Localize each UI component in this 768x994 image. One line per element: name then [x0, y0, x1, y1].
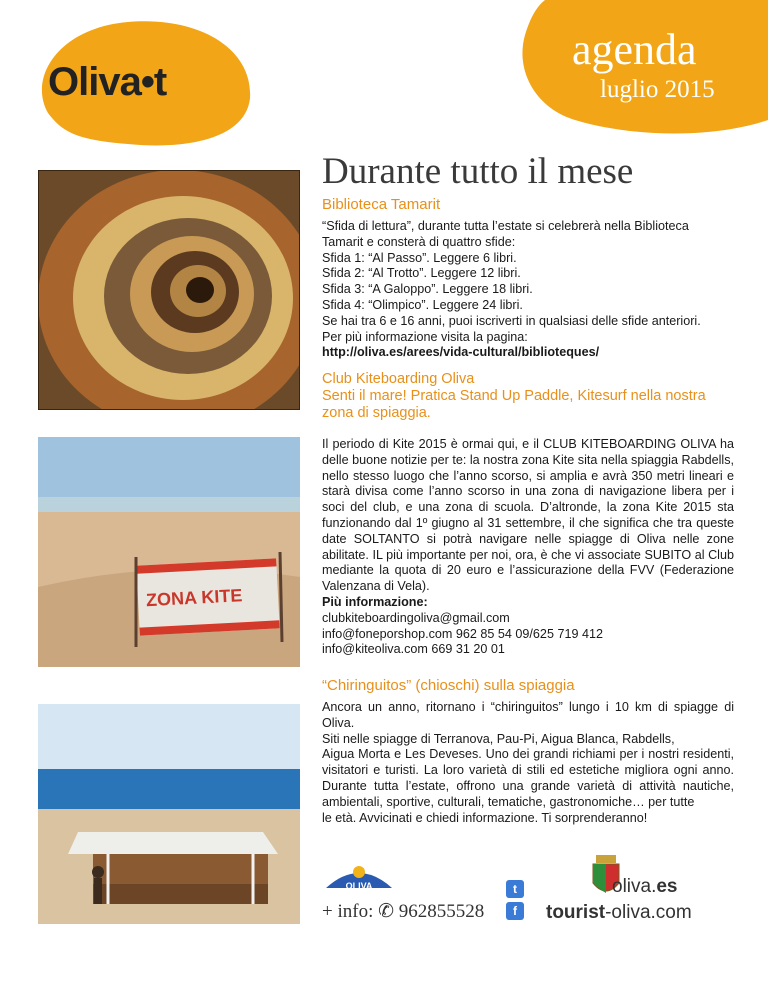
chiringuitos-text — [322, 700, 734, 826]
logo-text: Oliva — [48, 60, 141, 104]
chiringuitos-paragraph: Aigua Morta e Les Deveses. Uno dei grandi richiami per i nostri residenti, visitatori e turisti. La loro varietà di stili ed estetiche migliora ogni anno. Durante tutta l’estate, offrono una grande varietà di attività nautiche, ambientali, sportive, culturali, tematiche, gastronomiche… per tutte — [322, 747, 734, 809]
kite-header — [322, 371, 732, 422]
oliva-city-logo — [324, 858, 394, 892]
kite-contact-kiteoliva[interactable]: info@kiteoliva.com 669 31 20 01 — [322, 642, 505, 657]
section-title-biblioteca: Biblioteca Tamarit — [322, 196, 441, 213]
page-title: Durante tutto il mese — [322, 152, 634, 192]
kite-beach-photo — [38, 437, 300, 667]
info-label: + info: — [322, 901, 374, 922]
section-subtitle-kite: Senti il mare! Pratica Stand Up Paddle, Kitesurf nella nostra zona di spiaggia. — [322, 388, 706, 421]
biblioteca-link[interactable]: http://oliva.es/arees/vida-cultural/biblioteques/ — [322, 345, 600, 360]
web2-part-a: tourist — [546, 902, 606, 923]
chiringuitos-paragraph: Ancora un anno, ritornano i “chiringuitos” lungo i 10 km di spiagge di Oliva. — [322, 700, 734, 730]
more-info-label: Più informazione: — [322, 594, 428, 609]
chiringuito-photo — [38, 704, 300, 924]
kite-contact-email[interactable]: clubkiteboardingoliva@gmail.com — [322, 610, 510, 625]
chiringuitos-paragraph: Siti nelle spiagge di Terranova, Pau-Pi, Aigua Blanca, Rabdells, — [322, 731, 675, 746]
kite-body: Il periodo di Kite 2015 è ormai qui, e il CLUB KITEBOARDING OLIVA ha delle buone notizie per te: la nostra zona Kite sita nella spiaggia Rabdells, nello stesso luogo che l’anno scorso, si amplia e avrà 350 metri lineari e starà divisa come l’anno scorso in una zona di navigazione libera per i soci del club, e una zona di scuola. D’altronde, la zona Kite 2015 sta funzionando dal 1º giugno al 31 settembre, il che significa che tra queste date SOLTANTO si potrà navigare nelle spiagge di Oliva nelle zone abilitate. IL più importante per noi, ora, è che vi associate SUBITO al Club mediante la quota di 20 euro e l’assicurazione della FVV (Federazione Valenzana di Vela). — [322, 437, 734, 594]
section-title-chiringuitos: “Chiringuitos” (chioschi) sulla spiaggia — [322, 677, 575, 694]
phone-number[interactable]: 962855528 — [398, 901, 485, 922]
zona-kite-sign: ZONA KITE — [145, 585, 243, 611]
kite-text — [322, 437, 734, 658]
phone-icon: ✆ — [378, 901, 395, 922]
tourist-website[interactable] — [546, 902, 692, 924]
twitter-icon[interactable]: t — [506, 880, 524, 898]
agenda-subtitle: luglio 2015 — [600, 76, 715, 103]
biblioteca-paragraph: Sfida 3: “A Galoppo”. Leggere 18 libri. — [322, 282, 533, 297]
oliva-logo[interactable]: Oliva•t — [48, 60, 167, 104]
biblioteca-paragraph: “Sfida di lettura”, durante tutta l’estate si celebrerà nella Biblioteca Tamarit e consterà di quattro sfide: — [322, 219, 689, 249]
biblioteca-paragraph: Sfida 4: “Olimpico”. Leggere 24 libri. — [322, 297, 523, 312]
web2-part-b: -oliva.com — [605, 902, 692, 923]
oliva-website[interactable] — [612, 876, 678, 898]
biblioteca-paragraph: Se hai tra 6 e 16 anni, puoi iscriverti in qualsiasi delle sfide anteriori. — [322, 313, 701, 328]
biblioteca-paragraph: Sfida 2: “Al Trotto”. Leggere 12 libri. — [322, 266, 521, 281]
biblioteca-paragraph: Sfida 1: “Al Passo”. Leggere 6 libri. — [322, 250, 517, 265]
web1-part-a: oliva. — [612, 876, 657, 897]
kite-contact-foneporshop[interactable]: info@foneporshop.com 962 85 54 09/625 719 412 — [322, 626, 603, 641]
chiringuitos-paragraph: le età. Avvicinati e chiedi informazione. Ti sorprenderanno! — [322, 810, 648, 825]
web1-part-b: es — [656, 876, 678, 897]
facebook-icon[interactable]: f — [506, 902, 524, 920]
biblioteca-text — [322, 219, 727, 361]
oliva-logo-text: OLIVA — [345, 881, 373, 891]
section-title-kite: Club Kiteboarding Oliva — [322, 371, 475, 387]
biblioteca-paragraph: Per più informazione visita la pagina: — [322, 329, 528, 344]
agenda-title: agenda — [572, 25, 697, 74]
footer-info — [322, 900, 484, 923]
book-tunnel-photo — [38, 170, 300, 410]
